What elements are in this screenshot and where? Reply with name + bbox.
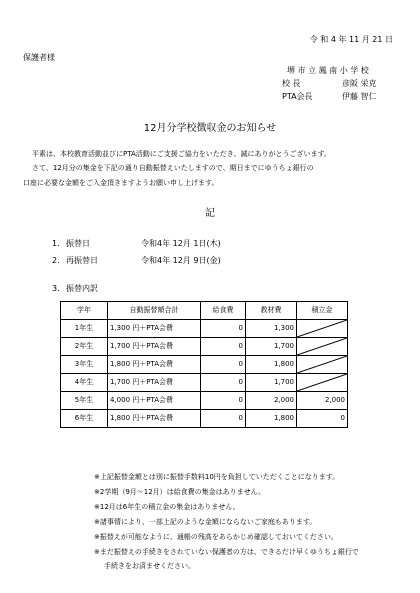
- note-4: ※諸事情により、一部上記のような金額にならないご家庭もあります。: [94, 518, 317, 526]
- ki-heading: 記: [205, 208, 215, 219]
- note-5: ※振替えが可能なように、通帳の残高をあらかじめ確認しておいてください。: [94, 533, 338, 541]
- diagonal-slash-icon: [297, 320, 347, 337]
- grade-cell: 3年生: [61, 356, 108, 374]
- table-body: [61, 320, 348, 428]
- diagonal-slash-icon: [297, 338, 347, 355]
- document-title: 12月分学校徴収金のお知らせ: [143, 123, 277, 134]
- reserve-fee-cell: [297, 356, 348, 374]
- note-3: ※12月は6年生の積立金の集金はありません。: [94, 503, 240, 511]
- material-fee-cell: 1,800: [246, 410, 297, 428]
- breakdown-heading: 振替内訳: [66, 284, 98, 293]
- material-fee-cell: 2,000: [246, 392, 297, 410]
- reserve-fee-cell: [297, 374, 348, 392]
- diagonal-slash-icon: [297, 374, 347, 391]
- grade-cell: 2年生: [61, 338, 108, 356]
- fee-table: [60, 301, 348, 428]
- col-total-header: 自動振替額合計: [108, 302, 201, 320]
- total-cell: 1,800 円＋PTA会費: [108, 356, 201, 374]
- total-cell: 1,700 円＋PTA会費: [108, 374, 201, 392]
- issue-date: 令 和 4 年 11 月 21 日: [309, 35, 393, 44]
- pta-role: PTA会長: [282, 92, 313, 101]
- breakdown-num: 3.: [52, 284, 60, 293]
- grade-cell: 5年生: [61, 392, 108, 410]
- lunch-fee-cell: 0: [201, 392, 246, 410]
- schedule-num-1: 1.: [52, 239, 60, 248]
- table-row: [61, 338, 348, 356]
- reserve-fee-cell: 2,000: [297, 392, 348, 410]
- col-material-header: 教材費: [246, 302, 297, 320]
- table-row: [61, 374, 348, 392]
- retransfer-date-value: 令和4年 12月 9日(金): [141, 256, 221, 265]
- note-1: ※上記振替金額とは別に振替手数料10円を負担していただくことになります。: [94, 473, 340, 481]
- transfer-date-value: 令和4年 12月 1日(木): [141, 239, 221, 248]
- material-fee-cell: 1,800: [246, 356, 297, 374]
- reserve-fee-cell: 0: [297, 410, 348, 428]
- material-fee-cell: 1,700: [246, 338, 297, 356]
- col-grade-header: 学年: [61, 302, 108, 320]
- schedule-num-2: 2.: [52, 256, 60, 265]
- school-name: 堺 市 立 鳳 南 小 学 校: [287, 66, 369, 75]
- col-reserve-header: 積立金: [297, 302, 348, 320]
- pta-name: 伊藤 智仁: [342, 92, 377, 101]
- lunch-fee-cell: 0: [201, 356, 246, 374]
- note-6: ※まだ振替えの手続きをされていない保護者の方は、できるだけ早くゆうちょ銀行で: [94, 548, 359, 556]
- grade-cell: 1年生: [61, 320, 108, 338]
- lunch-fee-cell: 0: [201, 374, 246, 392]
- transfer-date-label: 振替日: [66, 239, 90, 248]
- table-row: [61, 410, 348, 428]
- grade-cell: 6年生: [61, 410, 108, 428]
- grade-cell: 4年生: [61, 374, 108, 392]
- principal-name: 彦阪 栄克: [342, 79, 377, 88]
- material-fee-cell: 1,700: [246, 374, 297, 392]
- table-row: [61, 392, 348, 410]
- note-6-continued: 手続きをお済ませください。: [104, 562, 195, 570]
- retransfer-date-label: 再振替日: [66, 256, 98, 265]
- note-2: ※2学期（9月～12月）は給食費の集金はありません。: [94, 488, 266, 496]
- lunch-fee-cell: 0: [201, 338, 246, 356]
- diagonal-slash-icon: [297, 356, 347, 373]
- reserve-fee-cell: [297, 338, 348, 356]
- lunch-fee-cell: 0: [201, 410, 246, 428]
- material-fee-cell: 1,300: [246, 320, 297, 338]
- principal-role: 校 長: [282, 79, 301, 88]
- table-row: [61, 356, 348, 374]
- total-cell: 1,700 円＋PTA会費: [108, 338, 201, 356]
- lunch-fee-cell: 0: [201, 320, 246, 338]
- intro-line-2: さて、12月分の集金を下記の通り自動振替えいたしますので、期日までにゆうちょ銀行の: [32, 164, 314, 172]
- table-row: [61, 320, 348, 338]
- total-cell: 1,800 円＋PTA会費: [108, 410, 201, 428]
- intro-line-3: 口座に必要な金額をご入金頂きますようお願い申し上げます。: [23, 179, 219, 187]
- intro-line-1: 平素は、本校教育活動並びにPTA活動にご支援ご協力をいただき、誠にありがとうございます。: [32, 150, 331, 158]
- total-cell: 1,300 円＋PTA会費: [108, 320, 201, 338]
- reserve-fee-cell: [297, 320, 348, 338]
- table-header-row: [61, 302, 348, 320]
- recipient: 保護者様: [23, 53, 55, 62]
- total-cell: 4,000 円＋PTA会費: [108, 392, 201, 410]
- col-lunch-header: 給食費: [201, 302, 246, 320]
